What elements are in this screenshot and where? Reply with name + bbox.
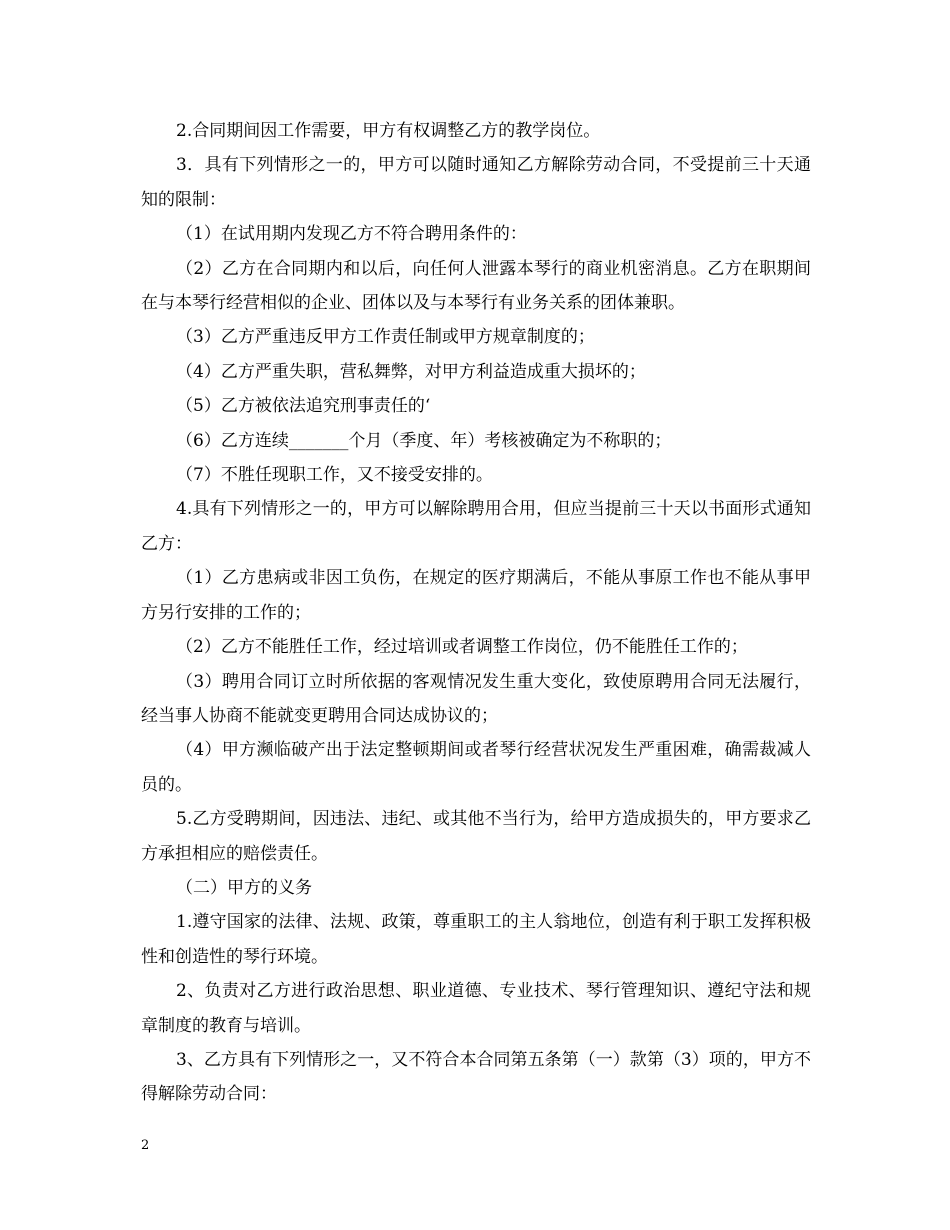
paragraph-clause-3-item-2: （2）乙方在合同期内和以后，向任何人泄露本琴行的商业机密消息。乙方在职期间在与本琴行经营相似的企业、团体以及与本琴行有业务关系的团体兼职。 [141,258,811,314]
document-body [141,114,811,1112]
paragraph-clause-3-item-3: （3）乙方严重违反甲方工作责任制或甲方规章制度的； [176,327,595,348]
paragraph-obligation-3: 3、乙方具有下列情形之一，又不符合本合同第五条第（一）款第（3）项的，甲方不得解除劳动合同： [141,1049,811,1105]
paragraph-clause-3-item-6: （6）乙方连续_______个月（季度、年）考核被确定为不称职的； [176,430,672,451]
paragraph-clause-4: 4.具有下列情形之一的，甲方可以解除聘用合用，但应当提前三十天以书面形式通知乙方： [141,499,811,554]
paragraph-obligation-2: 2、负责对乙方进行政治思想、职业道德、专业技术、琴行管理知识、遵纪守法和规章制度的教育与培训。 [141,981,811,1036]
paragraph-clause-3-item-1: （1）在试用期内发现乙方不符合聘用条件的： [176,224,527,245]
paragraph-clause-2: 2.合同期间因工作需要，甲方有权调整乙方的教学岗位。 [176,121,601,141]
paragraph-clause-4-item-3: （3）聘用合同订立时所依据的客观情况发生重大变化，致使原聘用合同无法履行，经当事人协商不能就变更聘用合同达成协议的； [141,671,811,726]
page-number: 2 [141,1138,150,1153]
paragraph-clause-4-item-4: （4）甲方濒临破产出于法定整顿期间或者琴行经营状况发生严重困难，确需裁减人员的。 [141,740,811,795]
paragraph-clause-3: 3．具有下列情形之一的，甲方可以随时通知乙方解除劳动合同，不受提前三十天通知的限制： [141,155,811,210]
paragraph-clause-3-item-7: （7）不胜任现职工作，又不接受安排的。 [176,465,493,486]
paragraph-clause-4-item-2: （2）乙方不能胜任工作，经过培训或者调整工作岗位，仍不能胜任工作的； [176,637,748,658]
paragraph-clause-4-item-1: （1）乙方患病或非因工负伤，在规定的医疗期满后，不能从事原工作也不能从事甲方另行安排的工作的； [141,568,811,623]
paragraph-obligation-1: 1.遵守国家的法律、法规、政策，尊重职工的主人翁地位，创造有利于职工发挥积极性和创造性的琴行环境。 [141,912,811,967]
section-heading-party-a-obligations: （二）甲方的义务 [176,877,312,898]
paragraph-clause-3-item-5: （5）乙方被依法追究刑事责任的‘ [176,396,431,417]
paragraph-clause-5: 5.乙方受聘期间，因违法、违纪、或其他不当行为，给甲方造成损失的，甲方要求乙方承担相应的赔偿责任。 [141,809,811,864]
paragraph-clause-3-item-4: （4）乙方严重失职，营私舞弊，对甲方利益造成重大损坏的； [176,361,646,382]
